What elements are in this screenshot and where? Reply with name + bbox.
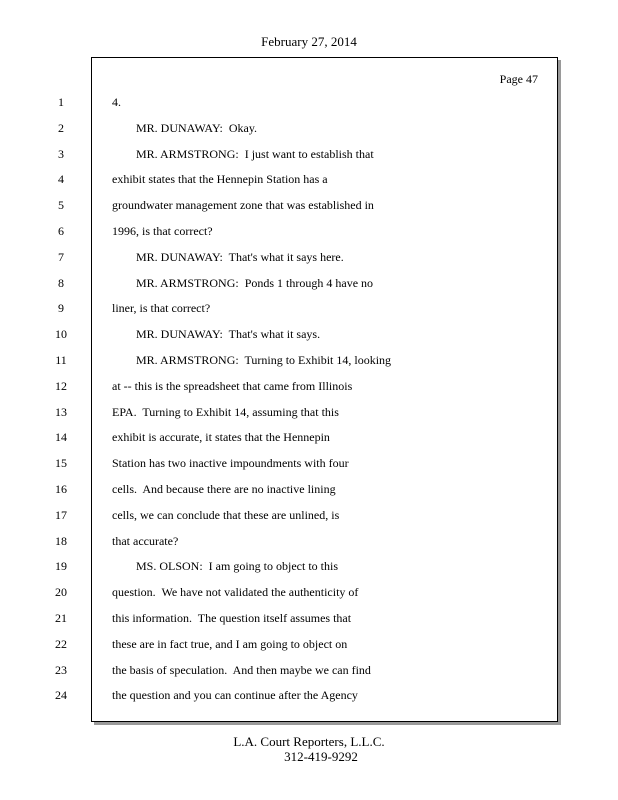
line-number: 13 bbox=[55, 404, 67, 419]
page-number: Page 47 bbox=[499, 72, 538, 86]
transcript-line: MR. DUNAWAY: That's what it says here. bbox=[112, 249, 344, 264]
transcript-line: 1996, is that correct? bbox=[112, 223, 213, 238]
transcript-line: that accurate? bbox=[112, 533, 179, 548]
line-number: 11 bbox=[55, 352, 67, 367]
transcript-line: MR. DUNAWAY: Okay. bbox=[112, 120, 258, 135]
line-number: 6 bbox=[58, 223, 64, 238]
line-number: 2 bbox=[58, 120, 64, 135]
line-number: 18 bbox=[55, 533, 67, 548]
footer-company: L.A. Court Reporters, L.L.C. bbox=[233, 734, 385, 749]
line-number: 1 bbox=[58, 95, 64, 109]
line-number: 3 bbox=[58, 146, 64, 161]
transcript-line: EPA. Turning to Exhibit 14, assuming that this bbox=[112, 404, 339, 419]
transcript-line: exhibit is accurate, it states that the Hennepin bbox=[112, 430, 330, 445]
line-number: 7 bbox=[58, 249, 64, 264]
line-number: 14 bbox=[55, 430, 67, 445]
line-number: 4 bbox=[58, 172, 64, 187]
transcript-line: exhibit states that the Hennepin Station has a bbox=[112, 172, 328, 187]
transcript-line: at -- this is the spreadsheet that came from Illinois bbox=[112, 378, 353, 393]
line-number: 10 bbox=[55, 327, 67, 342]
line-number: 21 bbox=[55, 610, 67, 625]
transcript-line: Station has two inactive impoundments with four bbox=[112, 456, 349, 471]
transcript-line: 4. bbox=[112, 95, 121, 109]
transcript-line: MR. ARMSTRONG: I just want to establish that bbox=[112, 146, 374, 161]
transcript-line: these are in fact true, and I am going to object on bbox=[112, 636, 348, 651]
transcript-line: this information. The question itself assumes that bbox=[112, 610, 352, 625]
line-number: 9 bbox=[58, 301, 64, 316]
line-number: 22 bbox=[55, 636, 67, 651]
footer bbox=[0, 734, 618, 764]
line-number: 15 bbox=[55, 456, 67, 471]
transcript-line: liner, is that correct? bbox=[112, 301, 211, 316]
line-number: 12 bbox=[55, 378, 67, 393]
transcript-line: groundwater management zone that was established in bbox=[112, 198, 374, 213]
line-number: 17 bbox=[55, 507, 67, 522]
line-number: 24 bbox=[55, 688, 67, 703]
transcript-line: the question and you can continue after the Agency bbox=[112, 688, 358, 703]
transcript-line: the basis of speculation. And then maybe we can find bbox=[112, 662, 371, 677]
line-number: 20 bbox=[55, 585, 67, 600]
line-number: 23 bbox=[55, 662, 67, 677]
line-number: 8 bbox=[58, 275, 64, 290]
transcript-line: question. We have not validated the authenticity of bbox=[112, 585, 359, 600]
transcript-line: cells, we can conclude that these are unlined, is bbox=[112, 507, 340, 522]
transcript-line: MS. OLSON: I am going to object to this bbox=[112, 559, 338, 574]
line-number: 16 bbox=[55, 481, 67, 496]
line-number-column bbox=[40, 93, 82, 712]
transcript-line: MR. DUNAWAY: That's what it says. bbox=[112, 327, 321, 342]
line-number: 19 bbox=[55, 559, 67, 574]
line-number: 5 bbox=[58, 198, 64, 213]
transcript-line: MR. ARMSTRONG: Turning to Exhibit 14, looking bbox=[112, 352, 392, 367]
header-date: February 27, 2014 bbox=[261, 34, 357, 49]
transcript-text bbox=[112, 93, 542, 712]
transcript-line: MR. ARMSTRONG: Ponds 1 through 4 have no bbox=[112, 275, 374, 290]
transcript-line: cells. And because there are no inactive lining bbox=[112, 481, 336, 496]
footer-phone: 312-419-9292 bbox=[284, 749, 358, 764]
